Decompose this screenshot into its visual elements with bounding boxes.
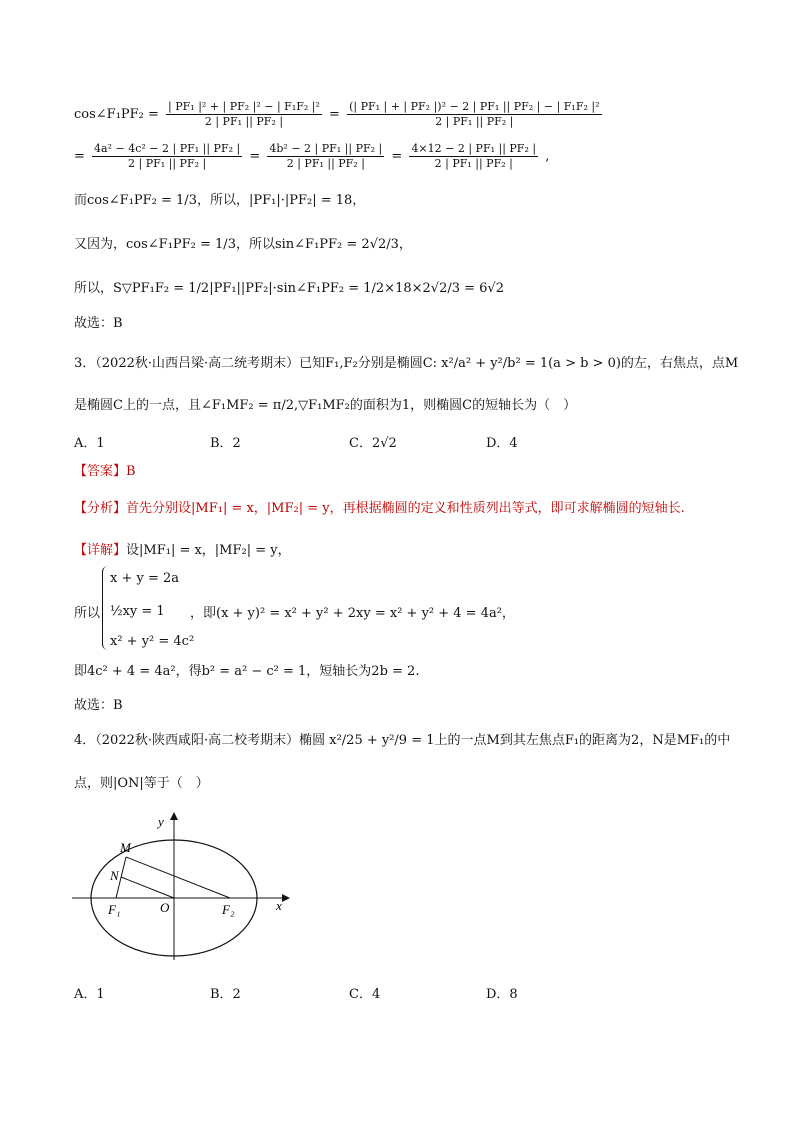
system-after: ，即(x + y)² = x² + y² + 2xy = x² + y² + 4 = 4a²，	[190, 606, 515, 621]
q4-option-c: C．4	[349, 987, 381, 1002]
label-n: N	[110, 868, 119, 883]
equals-sign: =	[74, 149, 85, 164]
detail-tag: 【详解】	[74, 543, 127, 558]
label-m: M	[120, 840, 131, 855]
y-axis-arrow	[170, 812, 178, 820]
q3-option-d: D．4	[486, 436, 518, 451]
equals-sign: =	[249, 149, 261, 164]
label-f2: F₂	[222, 902, 235, 917]
detail-text: 设|MF₁| = x，|MF₂| = y，	[126, 543, 291, 558]
q3-option-b: B．2	[210, 436, 241, 451]
system-eq-2: ½xy = 1	[110, 604, 165, 619]
x-axis-arrow	[282, 894, 290, 902]
q3-stem-2: 是椭圆C上的一点，且∠F₁MF₂ = π/2,▽F₁MF₂的面积为1，则椭圆C的短轴长为（ ）	[74, 398, 577, 413]
system-eq-1: x + y = 2a	[110, 571, 180, 586]
fraction-2-den: 2 | PF₁ || PF₂ |	[435, 115, 514, 128]
answer-line: 故选：B	[74, 316, 123, 331]
fraction-5	[409, 142, 538, 171]
fraction-4	[267, 142, 384, 171]
system-prefix: 所以	[74, 606, 101, 621]
detail-line	[74, 542, 291, 560]
label-y: y	[158, 814, 164, 829]
q4-option-a: A．1	[74, 987, 105, 1002]
fraction-5-den: 2 | PF₁ || PF₂ |	[434, 157, 513, 170]
q3-stem-1: 3．（2022秋·山西吕梁·高二统考期末）已知F₁,F₂分别是椭圆C: x²/a² + y²/b² = 1(a > b > 0)的左，右焦点，点M	[74, 356, 739, 371]
cos-line-2	[74, 142, 549, 171]
label-o: O	[160, 900, 170, 915]
analysis-line	[74, 500, 685, 518]
line-sin-value: 又因为，cos∠F₁PF₂ = 1/3，所以sin∠F₁PF₂ = 2√2/3，	[74, 237, 412, 252]
equals-sign: =	[329, 107, 340, 122]
fraction-1-den: 2 | PF₁ || PF₂ |	[204, 115, 284, 128]
fraction-3-den: 2 | PF₁ || PF₂ |	[128, 157, 207, 170]
fraction-3-num: 4a² − 4c² − 2 | PF₁ || PF₂ |	[94, 142, 241, 155]
fraction-1-num: | PF₁ |² + | PF₂ |² − | F₁F₂ |²	[168, 100, 320, 113]
label-x: x	[276, 898, 282, 913]
comma: ,	[545, 149, 550, 164]
equals-sign: =	[391, 149, 403, 164]
cos-lhs: cos∠F₁PF₂ =	[74, 107, 159, 122]
line-cos-value: 而cos∠F₁PF₂ = 1/3，所以，|PF₁|·|PF₂| = 18，	[74, 193, 366, 208]
ellipse-figure	[70, 810, 310, 970]
q3-option-a: A．1	[74, 436, 105, 451]
analysis-text: 首先分别设|MF₁| = x，|MF₂| = y，再根据椭圆的定义和性质列出等式，即可求解椭圆的短轴长.	[126, 501, 685, 516]
fraction-3	[92, 142, 242, 171]
label-f1: F₁	[108, 902, 121, 917]
answer-tag: 【答案】B	[74, 464, 136, 479]
q4-option-b: B．2	[210, 987, 241, 1002]
system-eq-3: x² + y² = 4c²	[110, 634, 195, 649]
segment-no	[121, 877, 174, 898]
q3-answer-line: 故选：B	[74, 698, 123, 713]
line-area: 所以，S▽PF₁F₂ = 1/2|PF₁||PF₂|·sin∠F₁PF₂ = 1/2×18×2√2/3 = 6√2	[74, 281, 504, 296]
fraction-5-num: 4×12 − 2 | PF₁ || PF₂ |	[411, 142, 537, 155]
q4-option-d: D．8	[486, 987, 518, 1002]
segment-mf2	[126, 857, 230, 898]
cos-line-1	[74, 100, 605, 129]
fraction-4-num: 4b² − 2 | PF₁ || PF₂ |	[269, 142, 383, 155]
fraction-4-den: 2 | PF₁ || PF₂ |	[286, 157, 365, 170]
fraction-1	[166, 100, 322, 129]
fraction-2-num: (| PF₁ | + | PF₂ |)² − 2 | PF₁ || PF₂ | − | F₁F₂ |²	[349, 100, 600, 113]
q4-stem-2: 点，则|ON|等于（ ）	[74, 776, 209, 791]
analysis-tag: 【分析】	[74, 501, 127, 516]
line-b-result: 即4c² + 4 = 4a²，得b² = a² − c² = 1，短轴长为2b = 2.	[74, 664, 420, 679]
fraction-2	[347, 100, 601, 129]
q4-stem-1: 4．（2022秋·陕西咸阳·高二校考期末）椭圆 x²/25 + y²/9 = 1上的一点M到其左焦点F₁的距离为2，N是MF₁的中	[74, 733, 731, 748]
q3-option-c: C．2√2	[349, 436, 397, 451]
